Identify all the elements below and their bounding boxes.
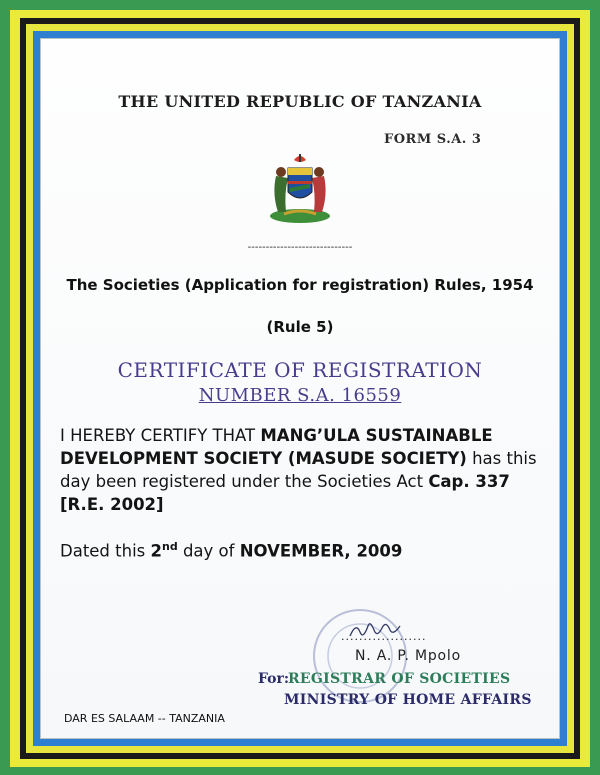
dated-day: 2 bbox=[150, 541, 162, 561]
certificate-number: NUMBER S.A. 16559 bbox=[198, 385, 402, 406]
registrar-title: REGISTRAR OF SOCIETIES bbox=[288, 671, 511, 687]
society-name: MANG’ULA SUSTAINABLE DEVELOPMENT SOCIETY (MASUDE SOCIETY) bbox=[60, 426, 493, 468]
rules-title: The Societies (Application for registration) Rules, 1954 bbox=[66, 276, 534, 294]
coat-of-arms-icon bbox=[262, 150, 338, 226]
signatory-name: N. A. P. Mpolo bbox=[355, 648, 461, 664]
signature-line: ................... bbox=[341, 630, 427, 643]
ministry-title: MINISTRY OF HOME AFFAIRS bbox=[284, 692, 532, 708]
certification-statement bbox=[60, 424, 550, 516]
act-reference: Cap. 337 [R.E. 2002] bbox=[60, 472, 510, 514]
dated-mid: day of bbox=[177, 541, 240, 561]
rule-number: (Rule 5) bbox=[266, 318, 334, 336]
issue-location: DAR ES SALAAM -- TANZANIA bbox=[64, 712, 225, 725]
dated-prefix: Dated this bbox=[60, 541, 151, 561]
republic-heading: THE UNITED REPUBLIC OF TANZANIA bbox=[118, 92, 482, 111]
dated-month-year: NOVEMBER, 2009 bbox=[239, 541, 403, 561]
dated-line bbox=[60, 540, 402, 561]
form-number: FORM S.A. 3 bbox=[384, 132, 482, 147]
statement-intro: I HEREBY CERTIFY THAT bbox=[60, 426, 261, 445]
dated-day-suffix: nd bbox=[162, 540, 178, 553]
separator-line: ----------------------------- bbox=[247, 242, 353, 253]
statement-middle: has this day been registered under the Societies Act bbox=[60, 449, 537, 491]
for-label: For: bbox=[258, 671, 290, 687]
certificate-title: CERTIFICATE OF REGISTRATION bbox=[117, 358, 483, 382]
